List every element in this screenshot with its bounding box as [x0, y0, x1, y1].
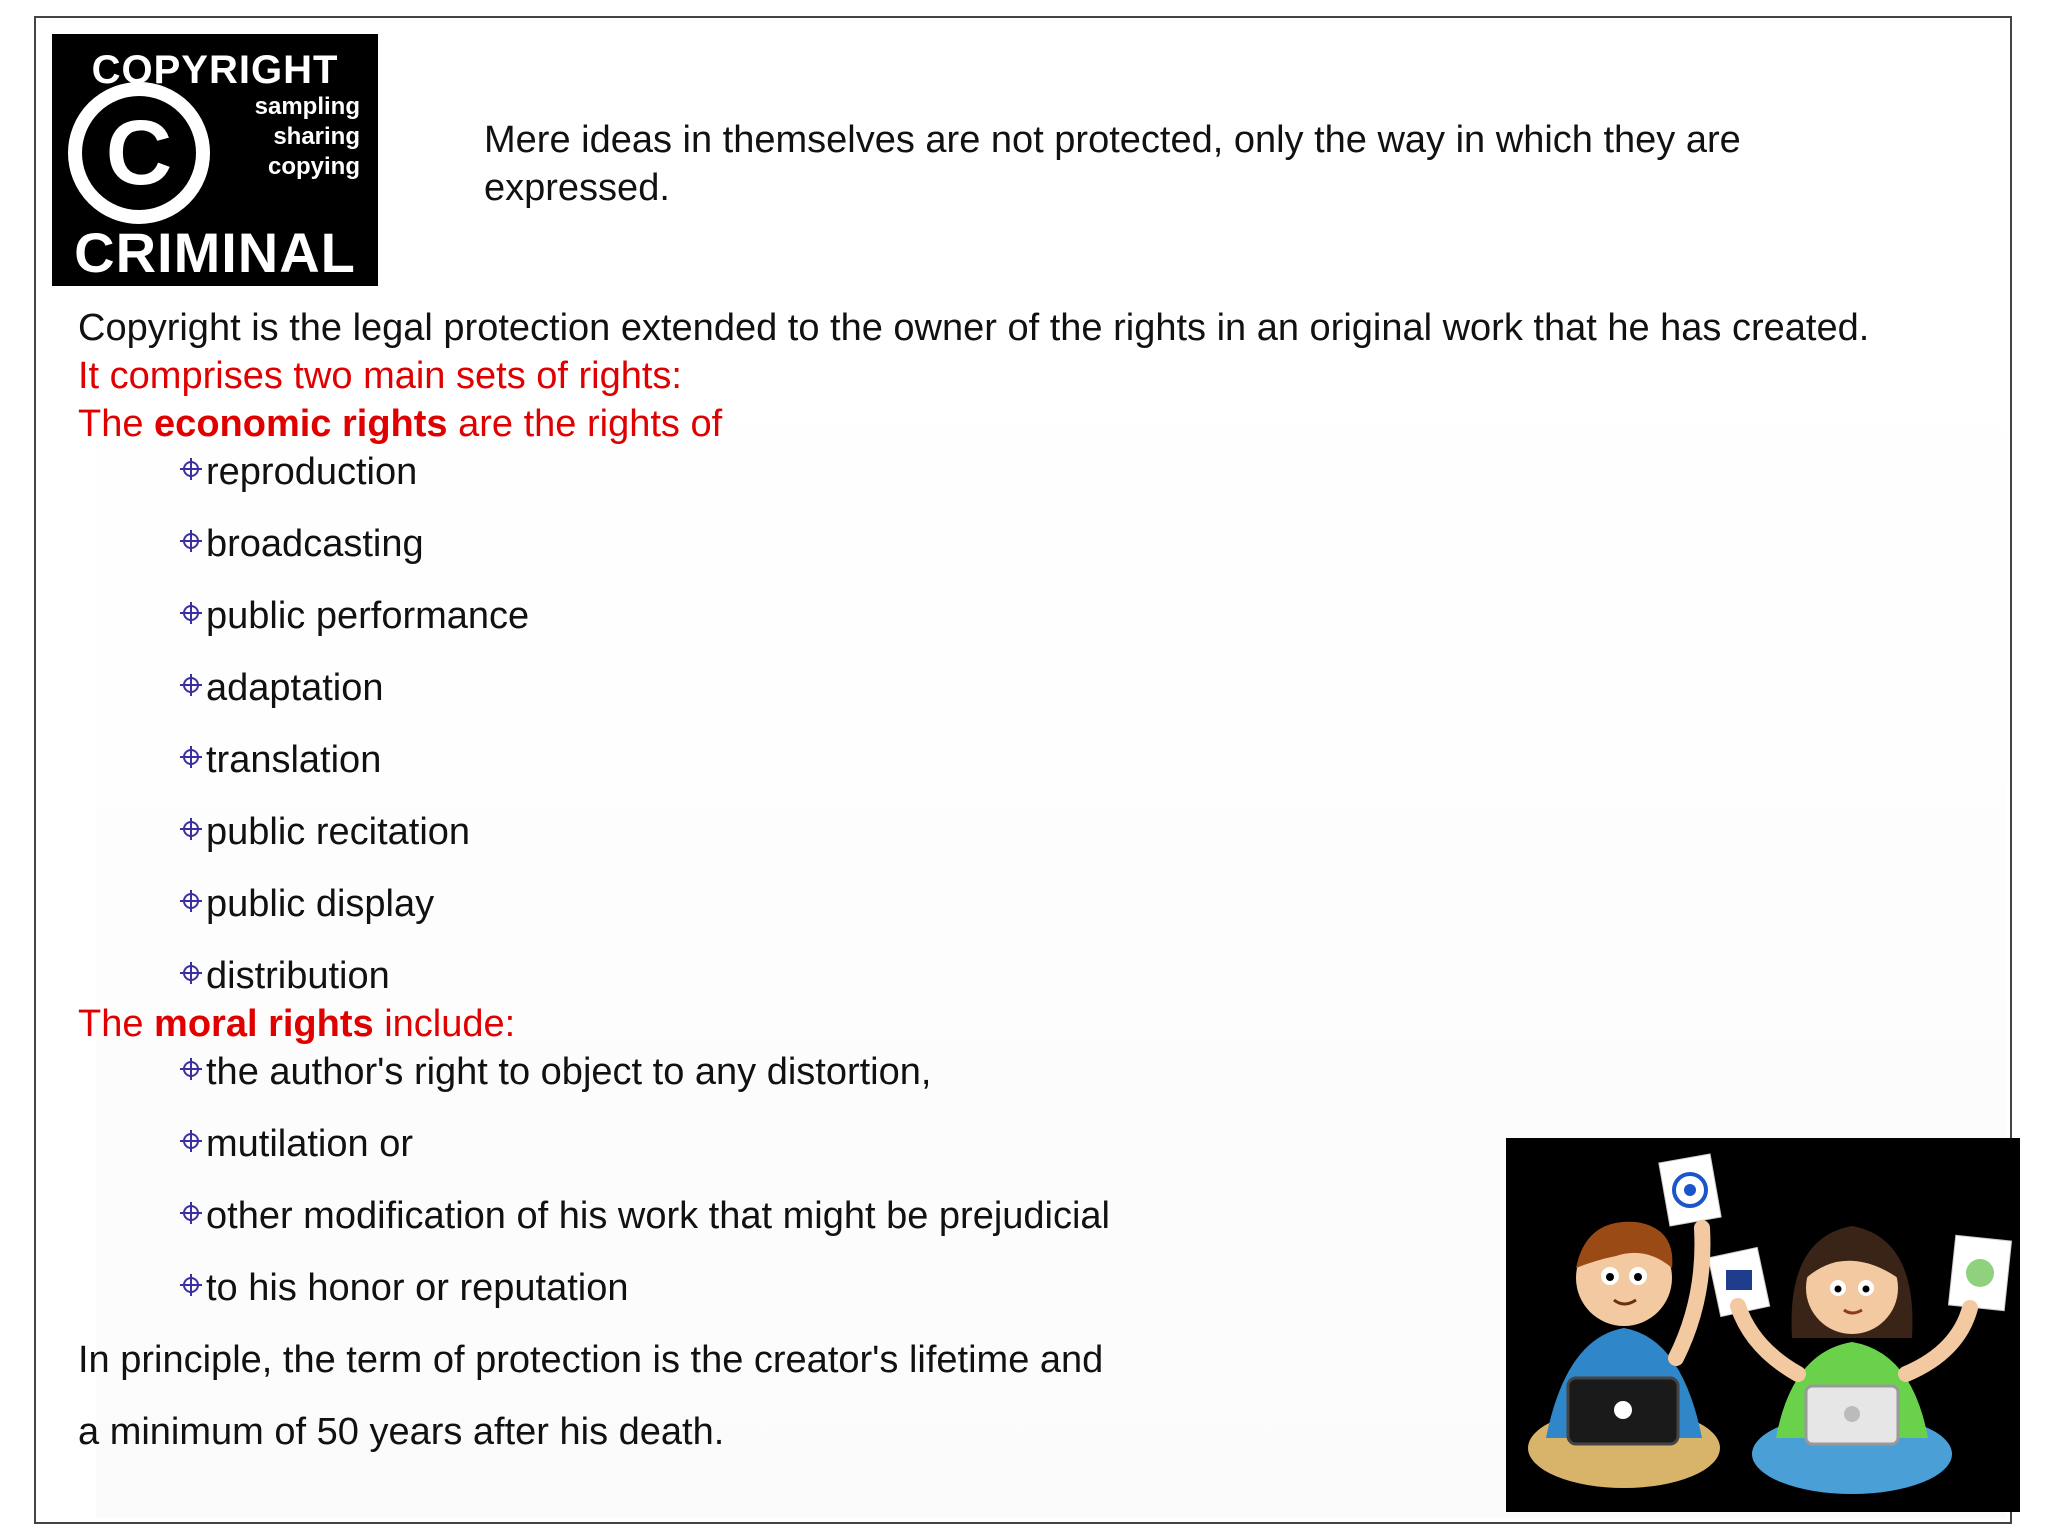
- list-item-text: distribution: [206, 955, 390, 997]
- heading-prefix: The: [78, 403, 155, 445]
- heading-suffix: include:: [373, 1003, 516, 1045]
- list-item: [78, 592, 1978, 664]
- list-item-text: other modification of his work that might be prejudicial: [206, 1195, 1111, 1237]
- badge-word: sharing: [273, 123, 360, 150]
- file-sharing-illustration: [1506, 1138, 2020, 1512]
- crosshair-bullet-icon: [178, 528, 204, 554]
- crosshair-bullet-icon: [178, 672, 204, 698]
- napster-file-icon: [1659, 1154, 1721, 1226]
- crosshair-bullet-icon: [178, 960, 204, 986]
- svg-text:C: C: [105, 102, 173, 204]
- definition-line: Copyright is the legal protection extended to the owner of the rights in an original work that he has created.: [78, 307, 1870, 349]
- list-item: [78, 880, 1978, 952]
- badge-words: [255, 92, 360, 182]
- list-item-text: public recitation: [206, 811, 471, 853]
- list-item-text: translation: [206, 739, 382, 781]
- list-item: [78, 952, 1978, 1000]
- list-item: [78, 736, 1978, 808]
- heading-strong: economic rights: [154, 403, 448, 445]
- economic-rights-heading: [78, 400, 1978, 448]
- crosshair-bullet-icon: [178, 1200, 204, 1226]
- closing-line: a minimum of 50 years after his death.: [78, 1411, 725, 1453]
- list-item-text: public display: [206, 883, 435, 925]
- moral-rights-heading: [78, 1000, 1978, 1048]
- list-item: [78, 664, 1978, 736]
- closing-line: In principle, the term of protection is the creator's lifetime and: [78, 1339, 1104, 1381]
- slide: [34, 16, 2012, 1524]
- list-item-text: public performance: [206, 595, 530, 637]
- list-item-text: to his honor or reputation: [206, 1267, 629, 1309]
- list-item-text: mutilation or: [206, 1123, 413, 1165]
- heading-prefix: The: [78, 1003, 155, 1045]
- list-item-text: reproduction: [206, 451, 418, 493]
- heading-strong: moral rights: [154, 1003, 374, 1045]
- crosshair-bullet-icon: [178, 888, 204, 914]
- economic-rights-list: [78, 448, 1978, 1000]
- copyright-criminal-badge: [52, 34, 378, 286]
- copyright-symbol-icon: [66, 80, 212, 226]
- list-item: [78, 448, 1978, 520]
- list-item-text: adaptation: [206, 667, 384, 709]
- list-item-text: the author's right to object to any distortion,: [206, 1051, 932, 1093]
- badge-word: copying: [267, 153, 360, 180]
- badge-word: sampling: [254, 93, 360, 120]
- crosshair-bullet-icon: [178, 1056, 204, 1082]
- music-file-icon: [1948, 1235, 2011, 1310]
- crosshair-bullet-icon: [178, 600, 204, 626]
- crosshair-bullet-icon: [178, 456, 204, 482]
- intro-text: Mere ideas in themselves are not protected, only the way in which they are expressed.: [484, 119, 1741, 209]
- list-item: [78, 808, 1978, 880]
- heading-suffix: are the rights of: [447, 403, 723, 445]
- badge-bottom-text: CRIMINAL: [74, 221, 356, 284]
- badge-top-text: COPYRIGHT: [91, 48, 339, 92]
- list-item: [78, 520, 1978, 592]
- crosshair-bullet-icon: [178, 1272, 204, 1298]
- list-item: [78, 1048, 1978, 1120]
- crosshair-bullet-icon: [178, 744, 204, 770]
- crosshair-bullet-icon: [178, 1128, 204, 1154]
- comprises-line: It comprises two main sets of rights:: [78, 355, 682, 397]
- crosshair-bullet-icon: [178, 816, 204, 842]
- list-item-text: broadcasting: [206, 523, 424, 565]
